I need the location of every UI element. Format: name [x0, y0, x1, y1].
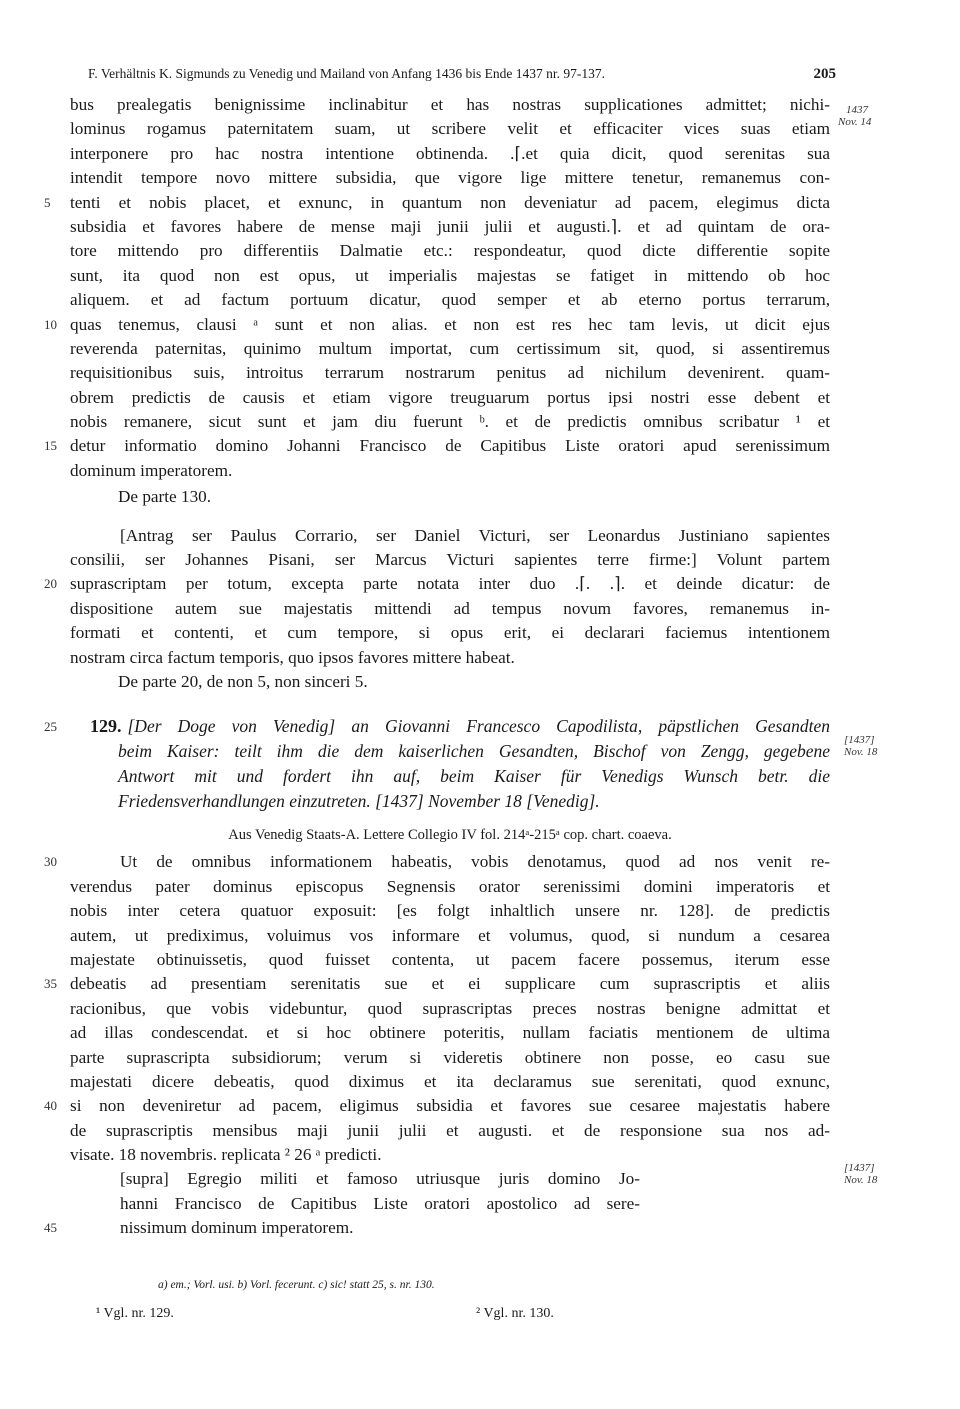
line-number: 15	[44, 438, 57, 454]
text-line	[70, 337, 830, 361]
line-text: visate. 18 novembris. replicata ² 26 ᵃ predicti.	[70, 1145, 382, 1165]
text-line	[44, 850, 830, 874]
margin-year: [1437]	[844, 1162, 875, 1174]
line-text: Ut de omnibus informationem habeatis, vobis denotamus, quod ad nos venit re-	[120, 852, 830, 872]
text-line	[70, 215, 830, 239]
text-line	[70, 459, 830, 483]
line-text: tore mittendo pro differentiis Dalmatie etc.: respondeatur, quod dicte differentie sopite	[70, 241, 830, 261]
line-text: quas tenemus, clausi ᵃ sunt et non alias. et non est res hec tam levis, ut dicit ejus	[70, 314, 830, 334]
line-text: debeatis ad presentiam serenitatis sue et ei supplicare cum suprascriptis et aliis	[70, 974, 830, 994]
line-text: parte suprascripta subsidiorum; verum si videretis obtinere non posse, eo casu sue	[70, 1047, 830, 1067]
text-line	[44, 191, 830, 215]
document-number: 129.	[90, 716, 122, 737]
text-line	[70, 239, 830, 263]
text-line	[70, 1046, 830, 1070]
text-line	[70, 1021, 830, 1045]
line-text: [Antrag ser Paulus Corrario, ser Daniel Victuri, ser Leonardus Justiniano sapientes	[120, 525, 830, 545]
text-line	[70, 410, 830, 434]
line-text: lominus rogamus paternitatem suam, ut scribere velit et efficaciter vices suas etiam	[70, 119, 830, 139]
line-text: intendit tempore novo mittere subsidia, que vigore lige mittere tenetur, remanemus con-	[70, 168, 830, 188]
text-line	[70, 1167, 640, 1191]
line-text: subsidia et favores habere de mense maji junii julii et augusti.⌉. et ad quintam de ora-	[70, 216, 830, 236]
line-text: bus prealegatis benignissime inclinabitur et has nostras supplicationes admittet; nichi-	[70, 95, 830, 114]
text-line	[70, 524, 830, 548]
line-text: majestate obtinuissetis, quod fuisset contenta, ut pacem facere possemus, iterum esse	[70, 949, 830, 969]
line-number: 25	[44, 719, 57, 735]
de-parte-2: De parte 20, de non 5, non sinceri 5.	[118, 671, 368, 691]
footnote-1: ¹ Vgl. nr. 129.	[96, 1306, 174, 1321]
text-line	[70, 597, 830, 621]
address-block	[44, 1167, 640, 1240]
line-number: 40	[44, 1098, 57, 1114]
margin-day: Nov. 18	[844, 1174, 878, 1186]
line-text: nobis remanere, sicut sunt et jam diu fuerunt ᵇ. et de predictis omnibus scribatur ¹ et	[70, 412, 830, 432]
page-number: 205	[813, 66, 836, 82]
text-line	[44, 572, 830, 596]
line-text: nissimum dominum imperatorem.	[120, 1218, 354, 1238]
line-number: 10	[44, 316, 57, 332]
text-line	[70, 288, 830, 312]
line-text: consilii, ser Johannes Pisani, ser Marcus Victuri sapientes terre firme:] Volunt partem	[70, 550, 830, 570]
text-line	[70, 93, 830, 117]
text-line	[44, 972, 830, 996]
line-text: de suprascriptis mensibus maji junii julii et augusti. et de responsione sua nos ad-	[70, 1120, 830, 1140]
text-line	[70, 1143, 830, 1167]
text-line	[70, 548, 830, 572]
page-body	[44, 93, 830, 1241]
title-text: [Der Doge von Venedig] an Giovanni Francesco Capodilista, päpstlichen Gesandten	[127, 716, 830, 737]
text-line	[70, 875, 830, 899]
text-line	[70, 386, 830, 410]
line-text: detur informatio domino Johanni Francisco de Capitibus Liste oratori apud serenissimum	[70, 436, 830, 456]
title-line: Friedensverhandlungen einzutreten. [1437] November 18 [Venedig].	[118, 791, 600, 812]
text-line	[70, 948, 830, 972]
title-line: beim Kaiser: teilt ihm die dem kaiserlichen Gesandten, Bischof von Zengg, gegebene	[118, 741, 830, 762]
text-line	[70, 646, 830, 670]
text-line	[44, 434, 830, 458]
margin-day: Nov. 18	[844, 746, 878, 758]
text-line	[70, 361, 830, 385]
line-text: formati et contenti, et cum tempore, si opus erit, ei declarari faciemus intentionem	[70, 623, 830, 643]
line-text: racionibus, que vobis videbuntur, quod suprascriptas preces nostras benigne admittat et	[70, 998, 830, 1018]
line-text: nostram circa factum temporis, quo ipsos favores mittere habeat.	[70, 647, 515, 667]
margin-date-2	[844, 734, 877, 758]
text-line	[44, 1216, 640, 1240]
text-line	[70, 997, 830, 1021]
text-line	[70, 1070, 830, 1094]
text-line	[44, 1094, 830, 1118]
text-line	[70, 264, 830, 288]
line-text: autem, ut prediximus, voluimus vos informare et volumus, quod, si nundum a cesarea	[70, 925, 830, 945]
line-text: [supra] Egregio militi et famoso utriusque juris domino Jo-	[120, 1169, 640, 1189]
line-text: si non deveniretur ad pacem, eligimus subsidia et favores sue cesaree majestatis habere	[70, 1096, 830, 1116]
part1-text	[44, 93, 830, 483]
line-number: 20	[44, 576, 57, 592]
text-line	[70, 142, 830, 166]
line-text: dominum imperatorem.	[70, 460, 233, 480]
text-line	[70, 117, 830, 141]
title-line: Antwort mit und fordert ihn auf, beim Kaiser für Venedigs Wunsch betr. die	[118, 766, 830, 787]
line-text: reverenda paternitas, quinimo multum importat, cum certissimum sit, quod, si assentiremus	[70, 338, 830, 358]
text-line	[70, 166, 830, 190]
text-line	[70, 899, 830, 923]
line-text: requisitionibus suis, introitus terrarum nostrarum penitus ad nichilum devenirent. quam-	[70, 363, 830, 383]
margin-date-3	[844, 1162, 877, 1186]
line-text: ad illas condescendat. et si hoc obtinere poteritis, nullam faciatis mentionem de ultima	[70, 1023, 830, 1043]
text-line	[70, 1192, 640, 1216]
text-line	[70, 1119, 830, 1143]
title-line	[44, 714, 830, 739]
document-129-title	[44, 714, 830, 814]
line-text: hanni Francisco de Capitibus Liste oratori apostolico ad sere-	[120, 1193, 640, 1213]
part2-text	[44, 524, 830, 670]
line-text: sunt, ita quod non est opus, ut imperialis majestas se fatiget in mittendo ob hoc	[70, 265, 830, 285]
line-text: verendus pater dominus episcopus Segnensis orator serenissimi domini imperatoris et	[70, 876, 830, 896]
running-title: F. Verhältnis K. Sigmunds zu Venedig und Mailand von Anfang 1436 bis Ende 1437 nr. 97-137.	[88, 66, 606, 81]
variant-footnotes: a) em.; Vorl. usi. b) Vorl. fecerunt. c) sic! statt 25, s. nr. 130.	[158, 1279, 435, 1291]
line-number: 35	[44, 976, 57, 992]
line-text: suprascriptam per totum, excepta parte notata inter duo .⌈. .⌉. et deinde dicatur: de	[70, 574, 830, 594]
margin-day: Nov. 14	[838, 116, 872, 128]
line-text: majestati dicere debeatis, quod diximus et ita declaramus sue serenitati, quod exnunc,	[70, 1071, 830, 1091]
line-number: 45	[44, 1220, 57, 1236]
margin-date-1	[838, 104, 872, 128]
text-line	[70, 621, 830, 645]
source-reference: Aus Venedig Staats-A. Lettere Collegio IV fol. 214ᵃ-215ᵃ cop. chart. coaeva.	[228, 827, 672, 844]
text-line	[70, 924, 830, 948]
line-text: nobis inter cetera quatuor exposuit: [es folgt inhaltlich unsere nr. 128]. de predictis	[70, 901, 830, 921]
document-129-text	[44, 850, 830, 1167]
line-text: obrem predictis de causis et etiam vigore treuguarum portus ipsi nostri esse debent et	[70, 387, 830, 407]
line-text: aliquem. et ad factum portuum dicatur, quod semper et ab eterno portus terrarum,	[70, 290, 830, 310]
line-number: 5	[44, 194, 51, 210]
line-text: interponere pro hac nostra intentione obtinenda. .⌈.et quia dicit, quod serenitas sua	[70, 143, 830, 163]
margin-year: 1437	[846, 104, 868, 116]
footnote-2: ² Vgl. nr. 130.	[476, 1306, 554, 1321]
line-number: 30	[44, 854, 57, 870]
line-text: dispositione autem sue majestatis mittendi ad tempus novum favores, remanemus in-	[70, 598, 830, 618]
de-parte-1: De parte 130.	[118, 487, 212, 507]
margin-year: [1437]	[844, 734, 875, 746]
text-line	[44, 313, 830, 337]
line-text: tenti et nobis placet, et exnunc, in quantum non deveniatur ad pacem, elegimus dicta	[70, 192, 830, 212]
